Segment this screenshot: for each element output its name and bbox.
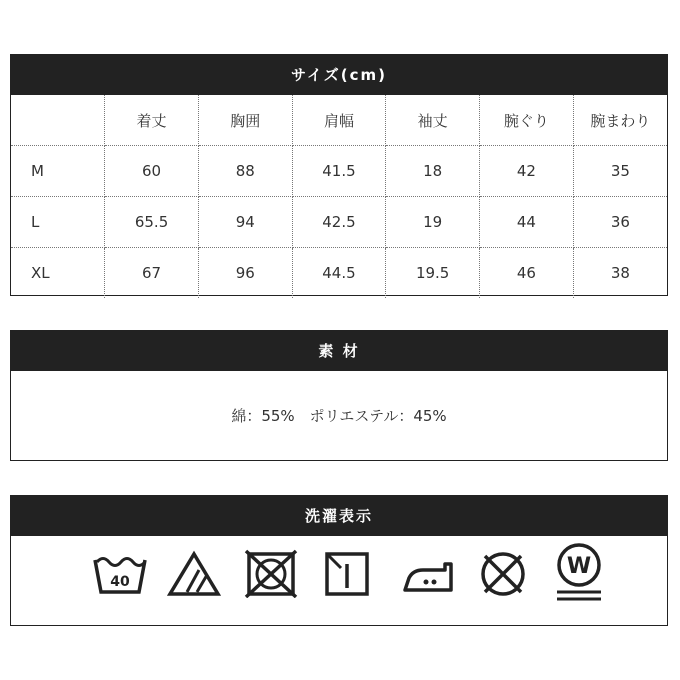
care-label-section [10, 495, 668, 626]
table-row [11, 197, 667, 248]
table-cell: 18 [386, 146, 480, 197]
material-composition: 綿：55% ポリエステル：45% [231, 407, 447, 425]
column-header: 腕まわり [573, 95, 667, 146]
table-cell: 60 [105, 146, 199, 197]
table-header-row [11, 95, 667, 146]
size-table-section [10, 54, 668, 296]
table-cell: 44 [480, 197, 574, 248]
wash-40-icon [91, 548, 149, 598]
line-dry-shade-icon [322, 548, 372, 598]
table-cell: 19 [386, 197, 480, 248]
size-label: M [11, 146, 105, 197]
column-header: 肩幅 [292, 95, 386, 146]
size-table [11, 95, 667, 298]
table-cell: 46 [480, 248, 574, 299]
size-label: L [11, 197, 105, 248]
table-row [11, 248, 667, 299]
column-header: 腕ぐり [480, 95, 574, 146]
table-cell: 19.5 [386, 248, 480, 299]
care-title: 洗濯表示 [11, 496, 667, 536]
table-cell: 35 [573, 146, 667, 197]
size-table-title: サイズ(cm) [11, 55, 667, 95]
column-header: 胸囲 [198, 95, 292, 146]
material-title: 素 材 [11, 331, 667, 371]
table-cell: 96 [198, 248, 292, 299]
wet-clean-mild-icon [551, 542, 607, 604]
table-cell: 94 [198, 197, 292, 248]
table-cell: 65.5 [105, 197, 199, 248]
no-tumble-dry-icon [243, 548, 299, 598]
table-cell: 67 [105, 248, 199, 299]
size-label: XL [11, 248, 105, 299]
table-cell: 42 [480, 146, 574, 197]
table-cell: 36 [573, 197, 667, 248]
no-dry-clean-icon [475, 548, 531, 598]
column-header [11, 95, 105, 146]
column-header: 袖丈 [386, 95, 480, 146]
material-section [10, 330, 668, 461]
iron-low-icon [399, 548, 455, 598]
table-cell: 41.5 [292, 146, 386, 197]
table-cell: 42.5 [292, 197, 386, 248]
bleach-oxygen-only-icon [166, 548, 222, 598]
table-cell: 44.5 [292, 248, 386, 299]
table-row [11, 146, 667, 197]
wet-clean-letter: W [566, 554, 592, 579]
wash-temp-label: 40 [110, 574, 130, 590]
table-cell: 88 [198, 146, 292, 197]
table-cell: 38 [610, 264, 630, 282]
column-header: 着丈 [105, 95, 199, 146]
care-icons-row [11, 536, 667, 625]
